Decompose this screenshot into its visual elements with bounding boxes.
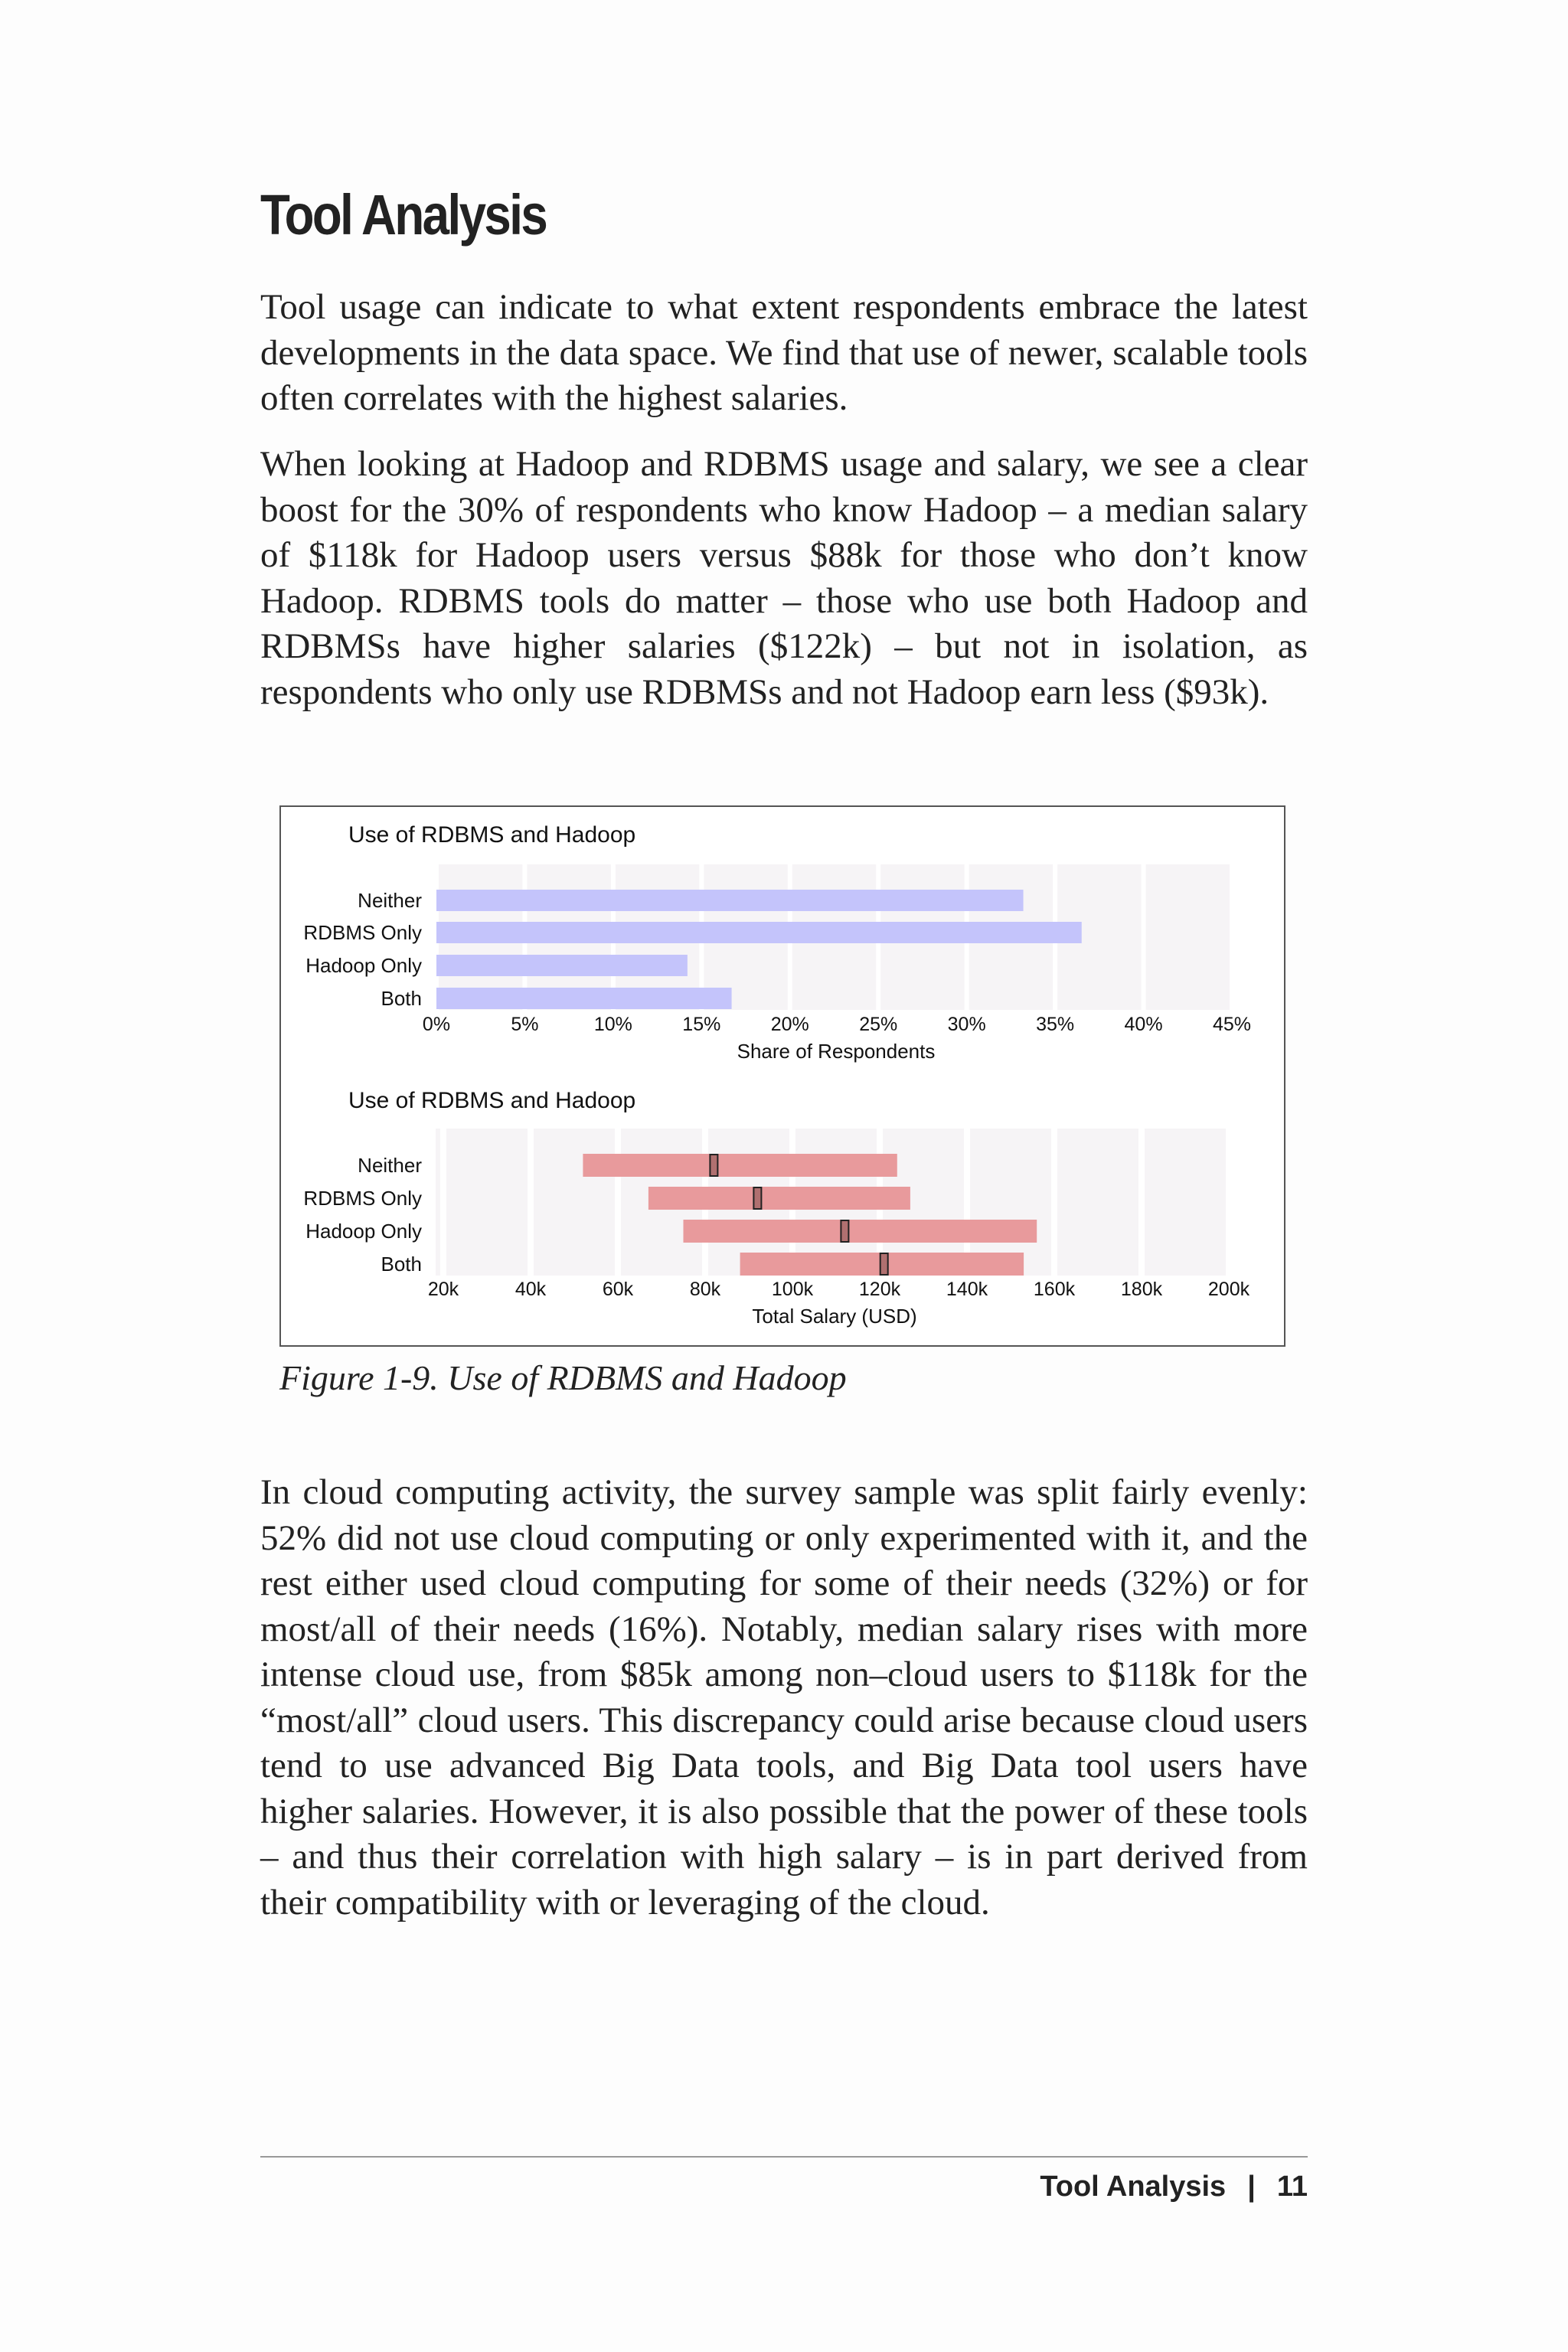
category-label: RDBMS Only (303, 1187, 422, 1210)
x-tick-label: 100k (771, 1279, 814, 1300)
x-tick-label: 45% (1212, 1014, 1252, 1035)
x-tick-label: 80k (689, 1279, 721, 1300)
chart-title: Use of RDBMS and Hadoop (348, 822, 636, 848)
median-marker (753, 1187, 761, 1209)
figure-caption: Figure 1-9. Use of RDBMS and Hadoop (279, 1358, 847, 1397)
category-label: Hadoop Only (305, 1220, 422, 1243)
x-tick-label: 15% (682, 1014, 721, 1035)
category-label: Both (381, 1253, 422, 1276)
range-bar (648, 1187, 910, 1210)
x-tick-label: 5% (511, 1014, 539, 1035)
chart-total-salary (303, 1088, 1250, 1328)
page-number: 11 (1276, 2170, 1308, 2203)
x-axis-label: Total Salary (USD) (752, 1305, 917, 1328)
figure-rdbms-hadoop (279, 805, 1285, 1347)
x-tick-label: 200k (1207, 1279, 1250, 1300)
footer-separator: | (1247, 2170, 1256, 2203)
category-label: Neither (358, 889, 422, 912)
bar (436, 922, 1082, 943)
median-marker (880, 1253, 888, 1275)
bar (436, 988, 732, 1009)
grid-band (1146, 864, 1230, 1010)
x-tick-label: 60k (602, 1279, 634, 1300)
x-tick-label: 180k (1120, 1279, 1163, 1300)
paragraph-cloud: In cloud computing activity, the survey sample was split fairly evenly: 52% did not use cloud computing or only experimented with it, and the rest either used cloud computing for some of their needs (32%) or for most/all of their needs (16%). Notably, median salary rises with more intense cloud use, from $85k among non–cloud users to $118k for the “most/all” cloud users. This discrepancy could arise because cloud users tend to use advanced Big Data tools, and Big Data tool users have higher salaries. However, it is also possible that the power of these tools – and thus their correlation with high salary – is in part derived from their compatibility with or leveraging of the cloud. (260, 1472, 1308, 1922)
category-label: RDBMS Only (303, 921, 422, 944)
x-tick-label: 30% (947, 1014, 986, 1035)
grid-band (534, 1129, 615, 1276)
paragraph-hadoop-rdbms: When looking at Hadoop and RDBMS usage and salary, we see a clear boost for the 30% of respondents who know Hadoop – a median salary of $118k for Hadoop users versus $88k for those who don’t know Hadoop. RDBMS tools do matter – those who use both Hadoop and RDBMSs have higher salaries ($122k) – but not in isolation, as respondents who only use RDBMSs and not Hadoop earn less ($93k). (260, 444, 1308, 712)
range-bar (684, 1220, 1037, 1243)
running-section-title: Tool Analysis (1040, 2170, 1227, 2203)
x-axis-label: Share of Respondents (737, 1040, 936, 1063)
median-marker (841, 1220, 848, 1242)
grid-band (436, 1129, 440, 1276)
category-label: Neither (358, 1154, 422, 1177)
x-tick-label: 140k (946, 1279, 988, 1300)
bar (436, 890, 1024, 911)
grid-band (1145, 1129, 1226, 1276)
chart-share-of-respondents (303, 822, 1251, 1063)
category-label: Both (381, 987, 422, 1010)
page-footer (1040, 2164, 1308, 2210)
median-marker (710, 1155, 717, 1176)
x-tick-label: 35% (1036, 1014, 1075, 1035)
x-tick-label: 40% (1124, 1014, 1163, 1035)
x-tick-label: 120k (858, 1279, 901, 1300)
range-bar (583, 1154, 897, 1177)
category-label: Hadoop Only (305, 954, 422, 977)
x-tick-label: 20% (770, 1014, 809, 1035)
chart-title: Use of RDBMS and Hadoop (348, 1088, 636, 1113)
bar (436, 955, 688, 976)
chart-canvas (281, 807, 1284, 1345)
grid-band (446, 1129, 528, 1276)
grid-band (1057, 1129, 1138, 1276)
section-heading: Tool Analysis (260, 183, 547, 247)
x-tick-label: 40k (514, 1279, 547, 1300)
paragraph-intro: Tool usage can indicate to what extent respondents embrace the latest developments in the data space. We find that use of newer, scalable tools often correlates with the highest salaries. (260, 287, 1308, 418)
x-tick-label: 0% (422, 1014, 451, 1035)
x-tick-label: 25% (859, 1014, 898, 1035)
footer-divider (260, 2156, 1308, 2158)
x-tick-label: 160k (1033, 1279, 1076, 1300)
x-tick-label: 10% (593, 1014, 632, 1035)
x-tick-label: 20k (427, 1279, 459, 1300)
